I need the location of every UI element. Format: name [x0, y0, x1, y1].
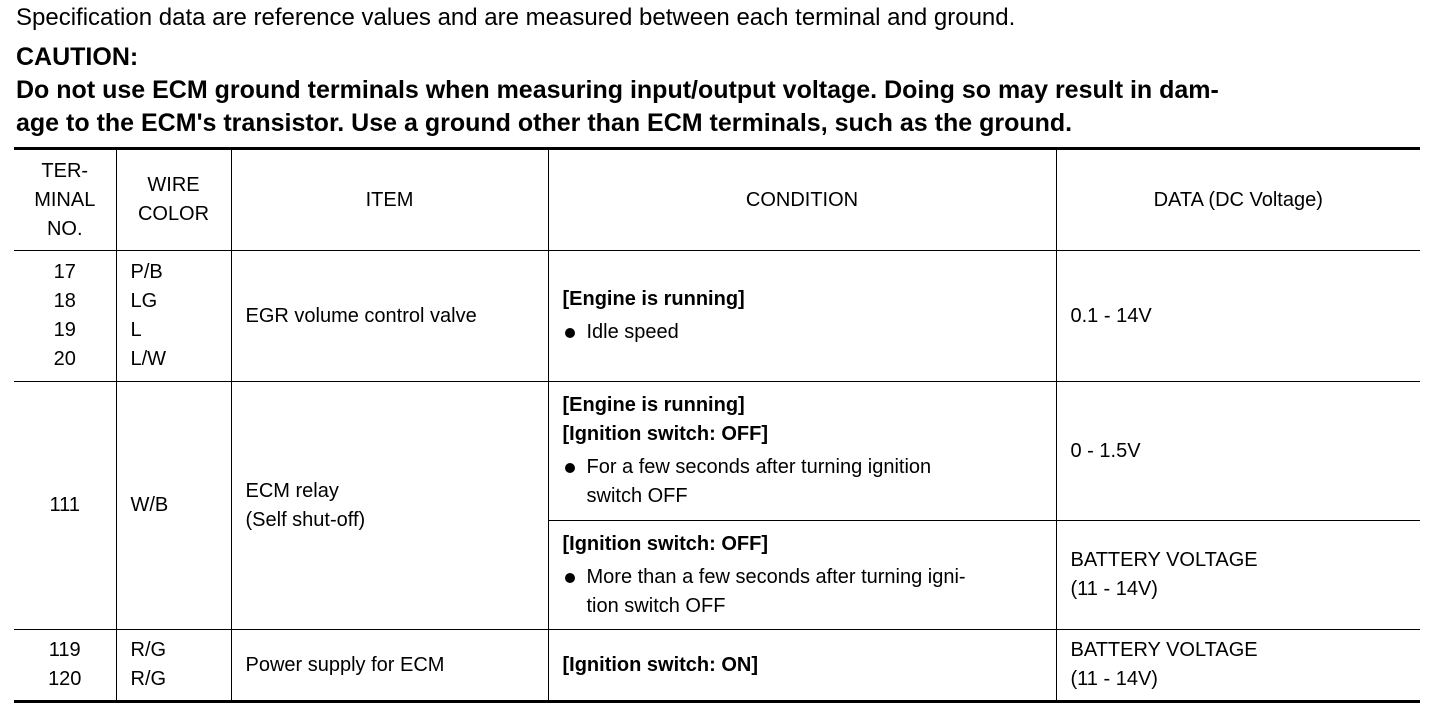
wire-color-cell: P/B LG L L/W — [116, 251, 231, 382]
table-row — [14, 382, 1420, 521]
table-header-row — [14, 149, 1420, 251]
caution-line: age to the ECM's transistor. Use a ground other than ECM terminals, such as the ground. — [16, 109, 1073, 137]
item-cell: ECM relay (Self shut-off) — [231, 382, 548, 630]
bullet-icon — [565, 463, 575, 473]
condition-heading: [Ignition switch: OFF] — [562, 423, 769, 445]
condition-cell — [548, 521, 1056, 630]
caution-title: CAUTION: — [16, 43, 139, 71]
condition-heading: [Ignition switch: ON] — [562, 653, 759, 676]
table-row — [14, 630, 1420, 702]
condition-cell — [548, 382, 1056, 521]
terminal-cell: 17 18 19 20 — [14, 251, 116, 382]
terminal-cell: 111 — [14, 382, 116, 630]
data-cell: BATTERY VOLTAGE (11 - 14V) — [1056, 521, 1420, 630]
bullet-icon — [565, 573, 575, 583]
header-terminal-no: TER- MINAL NO. — [14, 149, 116, 251]
table-row — [14, 251, 1420, 382]
terminal-spec-table — [14, 147, 1420, 703]
item-cell: EGR volume control valve — [231, 251, 548, 382]
terminal-cell: 119 120 — [14, 630, 116, 702]
condition-cell — [548, 251, 1056, 382]
intro-text: Specification data are reference values and are measured between each terminal and ground. — [16, 4, 1016, 31]
wire-color-cell: W/B — [116, 382, 231, 630]
header-item: ITEM — [231, 149, 548, 251]
wire-color-cell: R/G R/G — [116, 630, 231, 702]
data-cell: 0 - 1.5V — [1056, 382, 1420, 521]
condition-bullet: More than a few seconds after turning igni- tion switch OFF — [563, 563, 1042, 621]
condition-heading: [Engine is running] — [562, 288, 745, 310]
header-wire-color: WIRE COLOR — [116, 149, 231, 251]
header-condition: CONDITION — [548, 149, 1056, 251]
data-cell: 0.1 - 14V — [1056, 251, 1420, 382]
caution-line: Do not use ECM ground terminals when measuring input/output voltage. Doing so may result in dam- — [16, 76, 1219, 104]
data-cell: BATTERY VOLTAGE (11 - 14V) — [1056, 630, 1420, 702]
condition-cell — [548, 630, 1056, 702]
condition-bullet: Idle speed — [563, 318, 1042, 347]
caution-text — [16, 74, 1426, 140]
bullet-icon — [565, 328, 575, 338]
header-data: DATA (DC Voltage) — [1056, 149, 1420, 251]
condition-heading: [Ignition switch: OFF] — [562, 532, 769, 555]
item-cell: Power supply for ECM — [231, 630, 548, 702]
condition-bullet: For a few seconds after turning ignition switch OFF — [563, 453, 1042, 511]
condition-heading: [Engine is running] — [562, 394, 745, 416]
